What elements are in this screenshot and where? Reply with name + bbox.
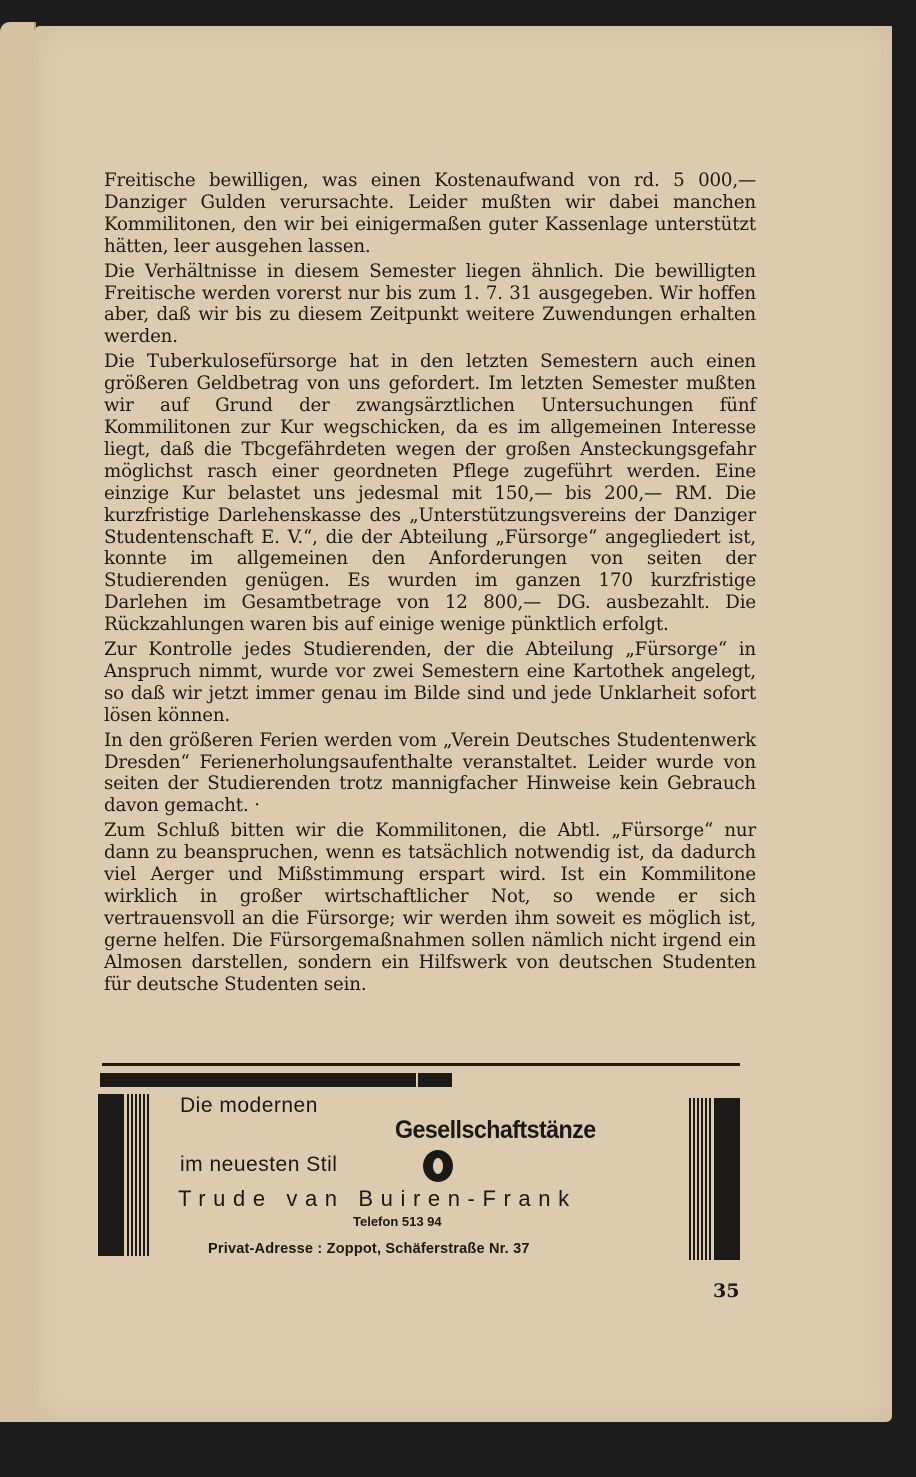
ad-style-line: im neuesten Stil — [180, 1153, 338, 1176]
ad-headline: Gesellschaftstänze — [395, 1116, 596, 1144]
ad-left-line — [143, 1094, 145, 1256]
paragraph-freitische: Freitische bewilligen, was einen Kostenaufwand von rd. 5 000,— Danziger Gulden verursachte. Leider mußten wir dabei manchen Kommilitonen, den wir bei einigermaßen guter Kassenlage unterstützt hätten, leer ausgehen lassen. — [104, 170, 756, 257]
ad-top-bar-gap — [416, 1073, 418, 1087]
page-number: 35 — [713, 1280, 740, 1302]
ad-right-line — [709, 1098, 711, 1260]
ad-top-bar — [100, 1073, 452, 1087]
ad-right-border — [684, 1098, 744, 1260]
ad-right-line — [705, 1098, 707, 1260]
paragraph-tuberkulose: Die Tuberkulosefürsorge hat in den letzten Semestern auch einen größeren Geldbetrag von uns gefordert. Im letzten Semester mußten wir auf Grund der zwangsärztlichen Untersuchungen fünf Kommilitonen zur Kur wegschicken, da es im allgemeinen Interesse liegt, daß die Tbcgefährdeten wegen der großen Ansteckungsgefahr möglichst rasch einer geordneten Pflege zugeführt werden. Eine einzige Kur belastet uns jedesmal mit 150,— bis 200,— RM. Die kurzfristige Darlehenskasse des „Unterstützungsvereins der Danziger Studentenschaft E. V.“, die der Abteilung „Fürsorge“ angegliedert ist, konnte im allgemeinen den Anforderungen von seiten der Studierenden genügen. Es wurden im ganzen 170 kurzfristige Darlehen im Gesamtbetrage von 12 800,— DG. ausbezahlt. Die Rückzahlungen waren bis auf einige wenige pünktlich erfolgt. — [104, 351, 756, 636]
ad-left-line — [139, 1094, 141, 1256]
article-body — [104, 170, 756, 999]
paragraph-schluss: Zum Schluß bitten wir die Kommilitonen, die Abtl. „Fürsorge“ nur dann zu beanspruchen, wenn es tatsächlich notwendig ist, da dadurch viel Aerger und Mißstimmung erspart wird. Ist ein Kommilitone wirklich in großer wirtschaftlicher Not, so wende er sich vertrauensvoll an die Fürsorge; wir werden ihm soweit es möglich ist, gerne helfen. Die Fürsorgemaßnahmen sollen nämlich nicht irgend ein Almosen darstellen, sondern ein Hilfswerk von deutschen Studenten für deutsche Studenten sein. — [104, 820, 756, 995]
ad-right-line — [697, 1098, 699, 1260]
ad-left-line — [131, 1094, 133, 1256]
ad-left-line — [127, 1094, 129, 1256]
circle-ornament-icon — [423, 1150, 453, 1182]
ad-right-line — [693, 1098, 695, 1260]
ad-right-line — [701, 1098, 703, 1260]
ad-left-border — [98, 1094, 154, 1256]
previous-page-edge — [0, 22, 36, 1422]
ad-left-line — [147, 1094, 149, 1256]
ad-teacher-name: Trude van Buiren-Frank — [178, 1186, 577, 1211]
ad-left-line — [135, 1094, 137, 1256]
paragraph-ferien: In den größeren Ferien werden vom „Verein Deutsches Studentenwerk Dresden“ Ferienerholungsaufenthalte veranstaltet. Leider wurde von seiten der Studierenden trotz mannigfacher Hinweise kein Gebrauch davon gemacht. · — [104, 729, 756, 817]
ad-left-thick-bar — [98, 1094, 124, 1256]
paragraph-kartothek: Zur Kontrolle jedes Studierenden, der die Abteilung „Fürsorge“ in Anspruch nimmt, wurde vor zwei Semestern eine Kartothek angelegt, so daß wir jetzt immer genau im Bilde sind und jede Unklarheit sofort lösen können. — [104, 639, 756, 726]
ad-address: Privat-Adresse : Zoppot, Schäferstraße Nr. 37 — [208, 1241, 530, 1257]
ad-right-line — [689, 1098, 691, 1260]
paragraph-semester: Die Verhältnisse in diesem Semester liegen ähnlich. Die bewilligten Freitische werden vorerst nur bis zum 1. 7. 31 ausgegeben. Wir hoffen aber, daß wir bis zu diesem Zeitpunkt weitere Zuwendungen erhalten werden. — [104, 260, 756, 348]
ad-right-thick-bar — [714, 1098, 740, 1260]
ad-phone: Telefon 513 94 — [353, 1214, 442, 1229]
section-divider — [102, 1063, 740, 1066]
ad-intro: Die modernen — [180, 1094, 318, 1117]
